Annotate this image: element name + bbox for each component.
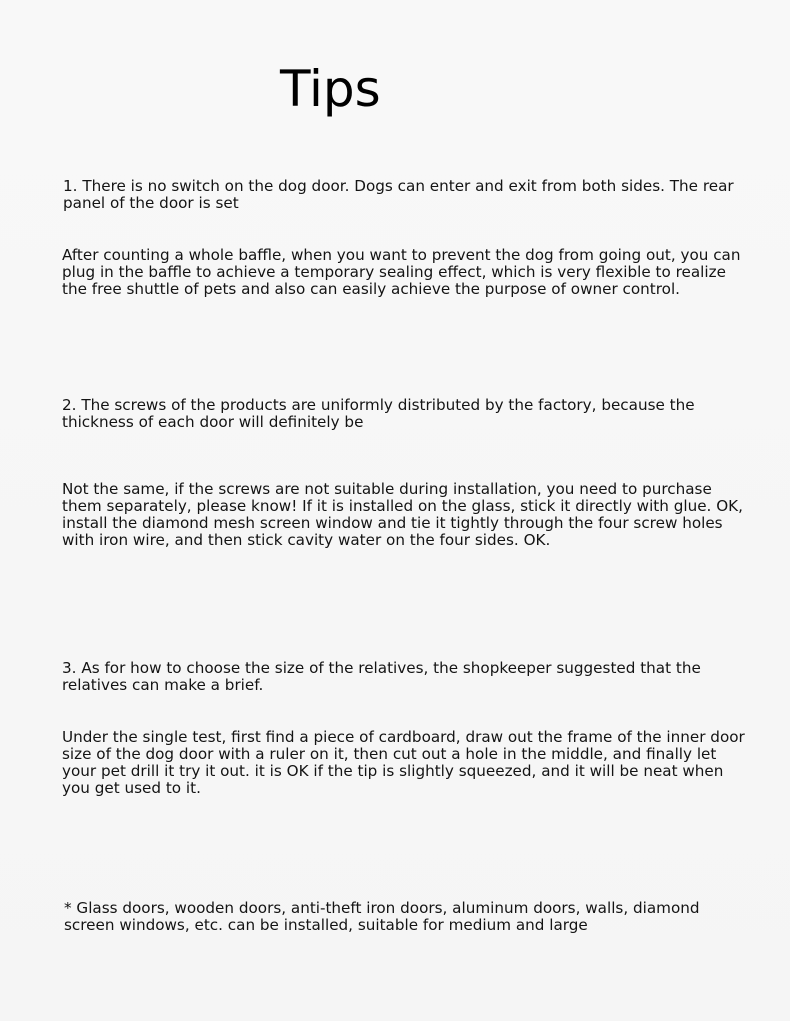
page-title: Tips [280, 60, 381, 118]
tip-1-detail: After counting a whole baffle, when you want to prevent the dog from going out, you can plug in the baffle to achieve a temporary sealing effect, which is very flexible to realize the free shuttle of pets and also can easily achieve the purpose of owner control. [62, 246, 741, 298]
tip-3-detail: Under the single test, first find a piece of cardboard, draw out the frame of the inner door size of the dog door with a ruler on it, then cut out a hole in the middle, and finally let your pet drill it try it out. it is OK if the tip is slightly squeezed, and it will be neat when you get used to it. [62, 728, 745, 797]
tip-3-intro: 3. As for how to choose the size of the relatives, the shopkeeper suggested that the relatives can make a brief. [62, 659, 701, 694]
tip-2-detail: Not the same, if the screws are not suitable during installation, you need to purchase them separately, please know! If it is installed on the glass, stick it directly with glue. OK, install the diamond mesh screen window and tie it tightly through the four screw holes with iron wire, and then stick cavity water on the four sides. OK. [62, 480, 743, 549]
tip-1-intro: 1. There is no switch on the dog door. Dogs can enter and exit from both sides. The rear panel of the door is set [63, 177, 734, 212]
tip-2-intro: 2. The screws of the products are uniformly distributed by the factory, because the thickness of each door will definitely be [62, 396, 695, 431]
installation-note: * Glass doors, wooden doors, anti-theft iron doors, aluminum doors, walls, diamond screen windows, etc. can be installed, suitable for medium and large [64, 899, 700, 934]
